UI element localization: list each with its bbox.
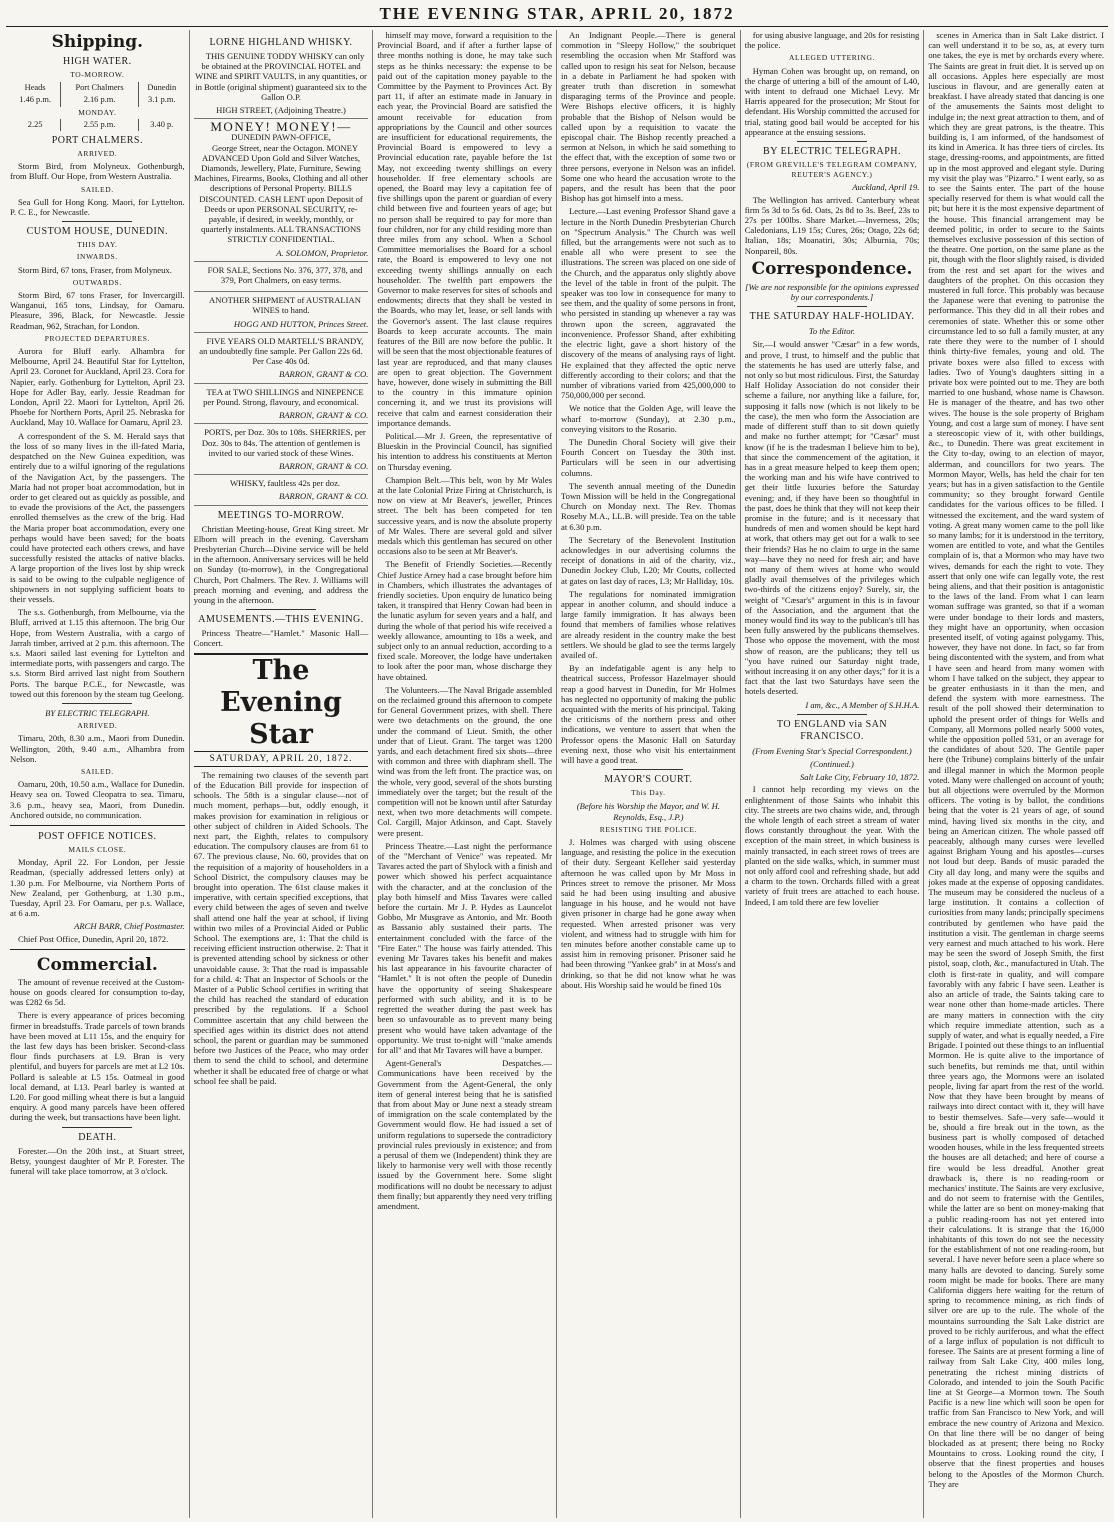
ad-pawn-signature: A. SOLOMON, Proprietor. — [276, 247, 369, 258]
column-2 — [190, 30, 374, 1518]
this-day-label: THIS DAY. — [77, 240, 118, 250]
town-mission-item: The seventh annual meeting of the Dunedin Town Mission will be held in the Congregational Church on Monday next. The Rev. Thomas Roseby M.A., LL.B. will preside. Tea on the table at 6.30 p.m. — [561, 480, 736, 532]
tel-arrived-text: Timaru, 20th, 8.30 a.m., Maori from Dunedin. Wellington, 20th, 9.40 a.m., Alhambra from Nelson. — [10, 733, 185, 764]
column-1 — [6, 30, 190, 1518]
divider — [62, 221, 132, 222]
telegraph-heading: BY ELECTRIC TELEGRAPH. — [45, 707, 150, 718]
sailed-text: Sea Gull for Hong Kong. Maori, for Lyttelton. P. C. E., for Newcastle. — [10, 196, 185, 218]
editorial-text: The remaining two clauses of the seventh part of the Education Bill provide for inspection of schools. The 58th is a singular clause—not of much moment, perhaps—but, oddly enough, it makes provision for examination in religious or other subject of children in Aided Schools. The next part, the Eighth, relates to compulsory education. The compulsory clauses are from 61 to 67. The previous clause, No. 60, provides that on the requisition of a majority of householders in a School District, the compulsory clauses may be brought into operation. The 61st clause makes it imperative, with certain specified exceptions, that every child between the ages of seven and twelve shall attend one half the year at school, if living within two miles of a Provincial Aided or Public School. The exemptions are, 1: That the child is receiving efficient instruction otherwise. 2: That it is prevented attending school by sickness or other unavoidable cause. 3: That the road is impassable for a child. 4: That an Inspector of Schools or the Master of a Public School certifies in writing that the child has reached the standard of education prescribed by the regulations. If a School Committee ascertain that any child between the specified ages within its district does not attend school, the parent or guardian may be summoned before two Justices of the Peace, who may order them to send the child to school, and determine whether it shall be educated free of charge or what school fee shall be paid. — [193, 769, 369, 1086]
column-5 — [741, 30, 925, 1518]
tide-header: Port Chalmers — [61, 82, 139, 94]
uttering-label: ALLEGED UTTERING. — [789, 53, 876, 63]
divider — [797, 306, 867, 307]
tide-cell: 2.16 p.m. — [61, 94, 139, 106]
court-day-label: This Day. — [631, 788, 666, 798]
postmaster-signature: ARCH BARR, Chief Postmaster. — [74, 921, 185, 932]
ad-tea-text: TEA at TWO SHILLINGS and NINEPENCE per Pound. Strong, flavoury, and economical. — [203, 386, 364, 407]
ad-ports-text: PORTS, per Doz. 30s to 108s. SHERRIES, per Doz. 30s to 84s. The attention of gentlemen is invited to our varied stock of these Wines. — [201, 427, 366, 458]
benevolent-item: The Secretary of the Benevolent Institution acknowledges in our advertising columns the receipt of donations in aid of the charity, viz., Dunedin Jockey Club, L20; Mr Coutts, collected at gates on last day of races, L3; Mr Halliday, 10s. — [561, 534, 736, 586]
volunteers-item: The Volunteers.—The Naval Brigade assembled on the reclaimed ground this afternoon to compete for General Government prizes, with shell. There were two detachments on the ground, the one under the command of Lieut. Smith, the other under that of Lieut. Grant. The target was 1200 yards, and each detachment fired six shots—three with common and three with diaphram shell. The wind was from the left front. The practice was, on the whole, very good, several of the shots bursting immediately over the target; but the result of the competition will not be known until after Saturday next, when two more detachments will compete. Col. Cargill, Major Atkinson, and Capt. Stavely were present. — [377, 684, 553, 838]
meetings-heading: MEETINGS TO-MORROW. — [217, 509, 345, 521]
tide-table — [10, 82, 185, 131]
outwards-label: OUTWARDS. — [72, 277, 122, 287]
shipping-news-2: The s.s. Gothenburgh, from Melbourne, via the Bluff, arrived at 1.15 this afternoon. The brig Our Hope, from Western Australia, with a cargo of Jarrah timber, arrived at 2 p.m. this afternoon. The s.s. Maori sailed last evening for Lyttelton and intermediate ports, with passengers and cargo. The s.s. Storm Bird arrived last night from Southern Ports. The barque P.C.E., for Newcastle, was towed out this forenoon by the steam tug Geelong. — [10, 607, 185, 699]
theatre-item: Princess Theatre.—Last night the performance of the "Merchant of Venice" was repeated. Mr Tavares acted the part of Shylock with a finish and power which showed his perfect acquaintance with the character, and at the conclusion of the play both himself and Miss Tavares were called before the curtain. Mr J. P. Hydes as Launcelot Gobbo, Mr Musgrave as Antonio, and Mr. Booth as Bassanio ably sustained their parts. The entertainment concluded with the farce of the "Fire Eater." The house was fairly attended. This evening Mr Tavares takes his benefit and makes his last appearance in his favourite character of "Hamlet." It is not often the people of Dunedin have the opportunity of seeing Shakespeare performed with such ability, and it is to be regretted the weather during the past week has been so unfavourable as to prevent many being present who would have taken advantage of the opportunity. We trust to-night will "make amends for all" and that Mr Tavares will have a bumper. — [377, 840, 553, 1055]
telegraph-heading-2: BY ELECTRIC TELEGRAPH. — [763, 146, 901, 158]
projected-label: PROJECTED DEPARTURES. — [44, 333, 150, 343]
commercial-text: The amount of revenue received at the Custom-house on goods cleared for consumption to-day, was £282 6s 5d. — [10, 976, 185, 1008]
divider — [797, 714, 867, 715]
ad-whisky-2-signature: BARRON, GRANT & CO. — [278, 491, 369, 502]
death-heading: DEATH. — [78, 1131, 117, 1143]
ad-wines-signature: HOGG AND HUTTON, Princes Street. — [233, 318, 369, 329]
divider — [10, 825, 185, 826]
ad-pawn-office — [194, 119, 369, 262]
arrived-text: Storm Bird, from Molyneux. Gothenburgh, from Bluff. Our Hope, from Western Australia. — [10, 161, 185, 182]
column-3 — [373, 30, 557, 1518]
projected-text: Aurora for Bluff early. Alhambra for Melbourne, April 24. Beautiful Star for Lyttelton, April 23. Coronet for Auckland, April 23. Cora for Napier, early. Gothenburg for Lyttelton, April 23. Hope for Adler Bay, early. Jessie Readman for London, April 22. Maori for Lyttelton, April 26. Phoebe for Northern Ports, April 25. Nebraska for Auckland, May 10. Wallace for Oamaru, April 23. — [10, 346, 185, 428]
regulations-item: The regulations for nominated immigration appear in another column, and should induce a large family immigration. It has always been found that members of families whose relatives are already resident in the country make the best settlers. We should be glad to see the terms largely availed of. — [561, 588, 736, 660]
golden-age-item: We notice that the Golden Age, will leave the wharf to-morrow (Sunday), at 2.30 p.m., conveying visitors to the Rosario. — [561, 403, 736, 434]
ad-pawn-sub: DUNEDIN PAWN-OFFICE, — [231, 132, 331, 143]
ad-for-sale-text: FOR SALE, Sections No. 376, 377, 378, and 379, Port Chalmers, on easy terms. — [207, 264, 363, 286]
ad-wines-text: ANOTHER SHIPMENT of AUSTRALIAN WINES to hand. — [209, 295, 361, 316]
ad-wines — [194, 292, 369, 333]
sailed-label: SAILED. — [80, 184, 114, 194]
salt-lake-continued: scenes in America than in Salt Lake district. I can well understand it to be so, as, at every turn one takes, the eye is met by orchards every where. The Saints are great in fruit diet. It is served up on all occasions. Apples here especially are most luscious in flavour, and are generally eaten at breakfast. I have already stated that dancing is one of the amusements the Saints most delight to indulge in; the next great attraction to them, and of which they are great patrons, is the theatre. This building is, I am informed, of the handsomest of its kind in America. It has three tiers of circles. Its stage, dressing-rooms, and appointments, are fitted up in the most approved and elegant style. During my visit the play was "Pizarro." I went early, so as to see the Saints enter. The part of the house specially reserved for them is what would call the pit; but here it is the most expensive department of the house. This financial arrangement may be deemed politic, in order to secure to the Saints themselves exclusive possession of this section of the theatre. One portion, on the same plane as the pit, though with the floor slightly raised, is divided from the rest and set apart for the wives and daughters of the prophet. On this occasion they mustered in full force. This probably was because the Japanese were that evening to patronise the performance. This they did in all their robes and ceremonies of state. Whether this or some other circumstance led to so full a family muster, at any rate there they were to the number of I should think thirty-five females, young and old. The private boxes were also filled to excess with ladies. Two of Young's daughters sitting in a private box were pointed out to me. They are both married to one husband, whose name is Chawson. He is manager of the theatre, and has two other wives. The house is the sole property of Brigham Young, and cost a large sum of money. I have sent a stereoscopic view of it, with other buildings, &c., to Dunedin. There was great excitement in the City to-day, owing to an election of mayor, alderman, and councillors for two years. The Mormon Mayor, Wells, has held the chair for ten years; but has in a given satisfaction to the Gentile community; so they brought forward Gentile candidates for the various offices to be filled. I witnessed the excitement, and the ward system of voting. A great many women came to the poll like so many lambs; for it is understood in the territory, women are entitled to vote, and what the Gentiles complain of is, that a Mormon who may have two wives, demands for each the right to vote. They assert that only one wife can legally vote, the rest being aliens, and that their position is antagonistic to the laws of the land. From what I can learn woman suffrage was granted, so that if a woman were under bondage to their lords and masters, they might have an opportunity, when occasion presented itself, of voting against polygamy. This, however, they have not done. In fact, so far from being discontented with the system, and from what I have seen and heard from many women with whom I have talked on the subject, they appear to be greater enthusiasts in it than the men, and defend the system with more earnestness. The result of the poll showed their determination to uphold the present order of things for Wells and Company, all Mormons polled nearly 5000 votes, while the opposition polled 531, or an average for the candidates of about 520. The Gentile paper here (the Tribune) complains bitterly of the unfair and illegal manner in which the Mormon people voted. Many were challenged on account of youth; but all objections were overruled by the Mormon officers. The voting is by ballot, the conditions being that the voter is 21 years of age, of sound mind, having lived six months in the city, and being an American citizen. The whole passed off peaceably, although many curses were levelled against Brigham Young and his apostles—curses not loud but deep. Bands of music paraded the City all day long, and many were the squibs and jokes made at the expense of opposing candidates. The museum may be considered the nucleus of a large institution. It contains a collection of curiosities from many lands; principally specimens contributed by gentlemen who have paid the institution a visit. The gentleman in charge seems very earnest and much attached to his work. Here may be seen the sword of Joseph Smith, the first pistol, soap, cloth, &c., manufactured in Utah. The cloth is first-rate in quality, and will compare favorably with any fabric I have seen. Leather is also an article of trade, the Saints taking care to wear none other than home-made articles. There are many matters in connection with the city which require immediate attention, such as a supply of water, and what is equally needed, a Fire Brigade. I pointed out these things to an influential Mormon. He is quite alive to the importance of such benefits, but reminds me that, until within three years ago, the Mormons were an isolated people, living far apart from the rest of the world. Now that they have been brought by means of railways into direct contact with it, they will have to bestir themselves. Safe—very safe—would it be, should a fire break out in the town, as the business part is wholly composed of detached wooden houses, while in the less frequented streets the houses are all detached; and here of course a fire would be less dreadful. Another great drawback is, there is no reading-room or mechanics' institute. The Saints are very exclusive, and do not seem to fraternise with the Gentiles, while the latter are so bent on money-making that a public reading-room has not yet entered into their calculations. It is strange that the 16,000 inhabitants of this town do not see the necessity for the establishment of not one reading-room, but several. I have never before seen a place where so many halls are devoted to dancing. Surely some room might be made for books. There are many California diggers here waiting for the return of spring to recommence mining, as rich finds of silver ore are up to the rule. The whole of the mountains surrounding the Salt Lake district are proved to be richly auriferous, and what the effect of a large influx of population is not difficult to foresee. The Saints are at present forming a line of railway from Salt Lake City, 400 miles long, penetrating the richest mining districts of Colorado, and intended to join the South Pacific line at St George—a Mormon town. The South Pacific is a new line which will soon be open for traffic from San Francisco to New York, and will embrace the new country of Arizona and Mexico. On that line there will be no danger of being blockaded as at present; there being no Rocky Mountains to cross. Looking round the city, I observe that the finest properties and houses belong to the Apostles of the Mormon Church. They are — [928, 30, 1105, 1489]
half-holiday-heading: THE SATURDAY HALF-HOLIDAY. — [749, 311, 915, 323]
ad-for-sale — [194, 262, 369, 292]
column-4 — [557, 30, 741, 1518]
editorial-continued: himself may move, forward a requisition to the Provincial Board, and if after a further lapse of three months nothing is done, he may take such steps as he thinks necessary: the expense to be paid out of the capitation money payable to the Committee by the Payment to Provinces Act. By part 11, if after an estimate made in January in each year, the Provincial Board are satisfied the amount receivable for education from appropriations by the Council and other sources are insufficient for educational requirements, the Provincial Board is empowered to levy a Provincial education rate, payable before the 1st May, not exceeding twenty shillings on every householder. If free elementary schools are opened, the Board may levy a capitation fee of five shillings upon the parent or guardian of every child between five and fourteen years of age; but no person shall be required to pay for more than four children, nor for any child residing more than three miles from any school. When a School Committee memorialises the Board for a school rate, the Board is empowered to levy one not exceeding twenty shillings annually on each householder. The twelfth part empowers the Governor to make reserves for sites of schools and endowments; directs that they shall be vested in the Boards, who may let, lease, or sell lands with the Governor's assent. The last clause requires Boards to keep accurate accounts. The main features of the Bill are now before the public. It will be seen that the most objectionable features of last year are reproduced, and that many clauses are open to great objection. The Government have, however, done wisely in submitting the Bill to the country in this immature opinion concerning it, and we trust its provisions will receive that calm and earnest consideration their importance demands. — [377, 30, 553, 428]
commercial-text-2: There is every appearance of prices becoming firmer in breadstuffs. Trade parcels of town brands have been moved at L11 15s, and the enquiry for the last few days has been brisker. Second-class flour finds purchasers at L9. Bran is very plentiful, and buyers for parcels are met at L2 10s. Pollard is saleable at L5 15s. Oatmeal in good local demand, at L13. Pearl barley is wanted at L20. For good milling wheat there is but a languid enquiry. A good many parcels have been offered during the week, but transactions have been light. — [10, 1010, 185, 1123]
ad-whisky — [194, 30, 369, 119]
telegraph-source: (FROM GREVILLE'S TELEGRAM COMPANY, REUTER'S AGENCY.) — [746, 160, 918, 180]
ad-ports — [194, 424, 369, 475]
tel-sailed-label: SAILED. — [80, 766, 114, 776]
high-water-heading: HIGH WATER. — [63, 56, 132, 67]
agent-general-item: Agent-General's Despatches.—Communications have been received by the Government from the Agent-General, the only item of general interest being that he is satisfied that from about May or June next a steady stream of immigration on the scale contemplated by the Government would flow. He had issued a set of uniform regulations to supersede the contradictory provincial rules previously in existence; and from a perusal of them we (Independent) think they are likely to harmonise very well with those recently issued by the Government here. Some slight modifications will no doubt be necessary to adjust them finally; but apparently they need very trifling amendment. — [377, 1058, 553, 1211]
court-before: (Before his Worship the Mayor, and W. H. Reynolds, Esq., J.P.) — [576, 801, 720, 822]
mails-close-label: MAILS CLOSE. — [68, 845, 127, 854]
england-source: (From Evening Star's Special Correspondent.) — [752, 745, 912, 756]
death-notice: Forester.—On the 20th inst., at Stuart street, Betsy, youngest daughter of Mr P. Forester. The funeral will take place tomorrow, at 3 o'clock. — [10, 1145, 185, 1177]
ad-whisky-2 — [194, 475, 369, 505]
lecture-item: Lecture.—Last evening Professor Shand gave a lecture in the North Dunedin Presbyterian Church on "Spectrum Analysis." The Church was well filled, but the arrangements were not such as to enable all who were present to see the illustrations. The screen was placed on one side of the Church, and the apparatus only slightly above the level of the table in front of the pulpit. The speaker was too low in consequence for many to see them, and the quality of some persons in front, who persisted in standing up whenever a ray was thrown upon the screen, aggravated the inconvenience. Professor Shand, after exhibiting the electric light, gave a short history of the discovery of the means of analysing rays of light. He explained that they affected the optic nerve differently according to their colors; and that the number of vibrations varied from 425,000,000 to 750,000,000 per second. — [561, 206, 736, 401]
tide-header: Dunedin — [147, 83, 177, 93]
telegraph-text: The Wellington has arrived. Canterbury wheat firm 5s 3d to 5s 6d. Oats, 2s 8d to 3s. Beef, 23s to 27s per 100lbs. Share Market.—Inverness, 20s; Caledonians, L19 15s; Cures, 26s; Otago, 22s 6d; Italian, 18s; Moanatiri, 30s; Alburnia, 70s; Nonpareil, 80s. — [744, 194, 920, 256]
court-continued: for using abusive language, and 20s for resisting the police. — [744, 30, 920, 51]
post-office-date: Chief Post Office, Dunedin, April 20, 1872. — [18, 933, 169, 944]
outwards-text: Storm Bird, 67 tons Fraser, for Invercargill. Wanganui, 165 tons, Lindsay, for Oamaru. Pleasure, 396, Black, for Newcastle. Jessie Readman, 962, Strachan, for London. — [10, 290, 185, 331]
tide-cell: 2.55 p.m. — [61, 119, 139, 131]
columns — [6, 30, 1108, 1518]
arrived-label: ARRIVED. — [77, 149, 118, 159]
commercial-heading: Commercial. — [36, 954, 158, 975]
inwards-label: INWARDS. — [76, 252, 118, 262]
port-chalmers-heading: PORT CHALMERS. — [51, 135, 143, 147]
not-responsible-note: [We are not responsible for the opinions expressed by our correspondents.] — [745, 281, 919, 303]
ad-pawn-title: MONEY! MONEY!— — [210, 119, 352, 135]
ad-tea — [194, 384, 369, 425]
to-england-heading: TO ENGLAND via SAN FRANCISCO. — [776, 718, 888, 742]
tel-sailed-text: Oamaru, 20th, 10.50 a.m., Wallace for Dunedin. Heavy sea on. Towed Cleopatra to sea. Timaru, 3.6 p.m., heavy sea, Maori, from Dunedin. Anchored outside, no communication. — [10, 779, 185, 820]
ad-whisky-title: LORNE HIGHLAND WHISKY. — [209, 37, 353, 48]
ad-brandy-signature: BARRON, GRANT & CO. — [278, 369, 369, 380]
divider — [797, 141, 867, 142]
ad-ports-signature: BARRON, GRANT & CO. — [278, 460, 369, 471]
divider — [10, 949, 185, 950]
ad-whisky-text: THIS GENUINE TODDY WHISKY can only be obtained at the PROVINCIAL HOTEL and WINE and SPIRIT VAULTS, in any quantities, or in Bottle (original shipment) guaranteed six to the Gallon O.P. — [195, 51, 367, 102]
indignant-people-item: An Indignant People.—There is general commotion in "Sleepy Hollow," the soubriquet resembling the occasion when Mr Stafford was called upon to resign his seat for Nelson, because in a debate in Parliament he had spoken with greater truth than discretion in somewhat disparaging terms of the Province and people. Were Bishops elective officers, it is highly probable that the Bishop of Nelson would be called upon by a requisition to vacate the episcopal chair. The Bishop recently preached a sermon at Nelson, in which he said something to the effect that, with the exception of some two or three persons, everyone in Nelson was an infidel. Some one who heard the accusation wrote to the papers, and the result has been that the poor Bishop has got himself into a mess. — [561, 30, 736, 204]
letter-text: Sir,—I would answer "Cæsar" in a few words, and prove, I trust, to himself and the public that the statements he has used are utterly false, and not only so but most ridiculous. First, the Saturday Half Holiday Association do not consider their scheme a failure, nor anything like a failure, for, supposing it falls now (which is not likely to be the case), the men who form the Association are made of different stuff than to sit down quietly and make no further attempt; for "Cæsar" must know (if he is the tradesman I believe him to be), that since the commencement of the agitation, it has in a great measure helped to keep them open; the working man and his wife have contrived to get their little luxuries before the Saturday evening; and, if they have been so thoughtful in the past, does he think that they will not keep their promise in the future; and is it necessary that hundreds of men and women should be kept hard at work, that others may get out for a walk to see their friends? Has he no claim to urge in the same way—have they no need for fresh air; and have not many of them wives at home who would gladly avail themselves of the privileges which two-thirds of the citizens enjoy? Surely, sir, the weight of "Cæsar's" argument in this is in favour of the Association, and the argument that the money would find its way to the publican's till has been fully answered by the publicans themselves. Those who oppose the movement, with the most show of reason, are the publicans; they tell us "you have ruined our Saturday night trade, without increasing it on any other days;" for it is a fact that the last two Saturdays have seen the hotels deserted. — [744, 339, 920, 697]
uttering-text: Hyman Cohen was brought up, on remand, on the charge of uttering a bill of the amount of L40, with intent to defraud one Michael Levy. Mr Harris appeared for the prosecution; Mr Stout for defendant. His Worship committed the accused for trial, stating good bail would be accepted for his appearance at the ensuing sessions. — [744, 65, 920, 137]
divider — [246, 609, 316, 610]
to-editor-label: To the Editor. — [808, 326, 856, 337]
inwards-text: Storm Bird, 67 tons, Fraser, from Molyneux. — [18, 264, 172, 275]
telegraph-dateline: Auckland, April 19. — [852, 182, 920, 193]
tide-cell: 3.40 p. — [150, 119, 174, 129]
political-item: Political.—Mr J. Green, the representative of Blueskin in the Provincial Council, has signified his intention to address his constituents at Merton on Thursday evening. — [377, 430, 553, 472]
amusements-text: Princess Theatre—"Hamlet." Masonic Hall—Concert. — [193, 628, 369, 649]
monday-label: MONDAY. — [78, 107, 117, 117]
correspondence-heading: Correspondence. — [751, 258, 913, 279]
paper-title: The Evening Star — [194, 653, 369, 752]
ad-pawn-text: George Street, near the Octagon. MONEY ADVANCED Upon Gold and Silver Watches, Diamonds, Jewellery, Plate, Furniture, Sewing Machines, Firearms, Books, Clothing and all other descriptions of Personal Property. BILLS DISCOUNTED. CASH LENT upon Deposit of Deeds or upon PERSONAL SECURITY, re-payable, if desired, in weekly, monthly, or quarterly instalments. ALL TRANSACTIONS STRICTLY CONFIDENTIAL. — [194, 142, 368, 245]
tide-cell: 1.46 p.m. — [10, 94, 61, 106]
indefatigable-item: By an indefatigable agent is any help to theatrical success, Professor Hazelmayer should reap a good harvest in Dunedin, for Mr Holmes has neglected no opportunity of making the public acquainted with the merits of his principal. Taking the criticisms of the northern press and other indications, we venture to assert that when the Professor opens the Masonic Hall on Saturday evening next, those who visit his entertainment will have a good treat. — [561, 663, 736, 766]
ad-tea-signature: BARRON, GRANT & CO. — [278, 410, 369, 421]
court-text: J. Holmes was charged with using obscene language, and resisting the police in the execution of their duty. Sergeant Kelleher said yesterday afternoon he was called upon by Mr Moss in Princes street to remove the prisoner. Mr Moss said he had been using insulting and abusive language in his house, and he would not have given prisoner in charge had he gone away when requested. When arrested prisoner was very violent, and witness had to struggle with him for ten minutes before another constable came up to assist him in removing prisoner. Prisoner said he had been throwing "Yankee grab" in at Moss's and drinking, so that he did not know what he was about. His Worship said he would be fined 10s — [561, 837, 736, 990]
tide-header: Heads — [10, 82, 61, 94]
salt-lake-dateline: Salt Lake City, February 10, 1872. — [800, 772, 920, 783]
tide-cell: 2.25 — [10, 119, 61, 131]
shipping-news: A correspondent of the S. M. Herald says that the loss of so many lives in the ill-fated Maria, despatched on the New Guinea expedition, was entirely due to a wilful ignoring of the regulations of the Navigation Act, by the passengers. The Maria had not proper boat accommodation, but in order to get cleared out as quickly as possible, and to evade the provisions of the Act, the passengers enrolled themselves as the crew of the brig. Had the Maria proper boat accommodation, every one perhaps would have been saved; for the boats could have protected each others crews, and have successfully resisted the attacks of native blacks. A large proportion of the lives lost by ship wreck is said to be owing to the culpable negligence of shipowners in not supplying sufficient boats to their vessels. — [10, 430, 185, 604]
edition-date: SATURDAY, APRIL 20, 1872. — [194, 754, 369, 767]
ad-whisky-2-text: WHISKY, faultless 42s per doz. — [229, 478, 341, 489]
masthead: THE EVENING STAR, APRIL 20, 1872 — [6, 4, 1108, 27]
post-office-heading: POST OFFICE NOTICES. — [38, 831, 157, 842]
amusements-heading: AMUSEMENTS.—THIS EVENING. — [198, 614, 364, 626]
divider — [613, 769, 683, 770]
letter-closing: I am, &c., A Member of S.H.H.A. — [805, 699, 920, 710]
ad-brandy-text: FIVE YEARS OLD MARTELL'S BRANDY, an undoubtedly fine sample. Per Gallon 22s 6d. Per Case 40s 0d. — [199, 335, 364, 367]
divider — [62, 1127, 132, 1128]
choral-society-item: The Dunedin Choral Society will give their Fourth Concert on Tuesday the 30th inst. Particulars will be seen in our advertising columns. — [561, 436, 736, 478]
tide-cell: 3.1 p.m. — [148, 95, 176, 105]
continued-label: (Continued.) — [810, 758, 854, 769]
mayors-court-heading: MAYOR'S COURT. — [604, 774, 693, 786]
champion-belt-item: Champion Belt.—This belt, won by Mr Wales at the late Colonial Prize Firing at Christchurch, is now on view at Mr Beaver's, jeweller, Princes street. The belt has been competed for ten successive years, and is now the absolute property of Mr Wales. There are several gold and silver medals which this gentleman has secured on other occasions also to be seen at Mr Beaver's. — [377, 474, 553, 557]
to-morrow-label: TO-MORROW. — [70, 70, 125, 79]
customs-heading: CUSTOM HOUSE, DUNEDIN. — [26, 226, 169, 238]
england-text: I cannot help recording my views on the enlightenment of those Saints who inhabit this city. The streets are two chains wide, and, through the whole length of each street a stream of water flows constantly throughout the year. With the exception of the main street, in which business is mainly transacted, in each street rows of trees are planted on the side walks, which, in summer must not only afford cool and refreshing shade, but add a charm to the town. Orchards filled with a great variety of fruit trees are attached to each house. Indeed, I am told there are few lovelier — [744, 784, 920, 907]
mails-text: Monday, April 22. For London, per Jessie Readman, (specially addressed letters only) at 1.30 p.m. For Melbourne, via Northern Ports of New Zealand, per Gothenburg, at 1.30 p.m., Tuesday, April 23. For Oamaru, per p.s. Wallace, at 6 a.m. — [10, 857, 185, 919]
column-6 — [924, 30, 1108, 1518]
tel-arrived-label: ARRIVED. — [77, 721, 118, 731]
meetings-text: Christian Meeting-house, Great King street. Mr Elborn will preach in the evening. Caversham Presbyterian Church—Divine service will be held in the afternoon. Anniversary services will be held on Sunday (to-morrow), in the Congregational Church, Port Chalmers. The Rev. J. Williams will preach morning and evening, and address the young in the afternoon. — [193, 523, 369, 605]
resisting-label: RESISTING THE POLICE. — [599, 824, 697, 834]
ad-whisky-address: HIGH STREET, (Adjoining Theatre.) — [216, 105, 346, 116]
ad-brandy — [194, 333, 369, 384]
friendly-societies-item: The Benefit of Friendly Societies.—Recently Chief Justice Arney had a case brought before him in Chambers, which illustrates the advantages of friendly societies. Upon enquiry de lunatico being taken, it transpired that Henry Cowan had been in the lunatic asylum for seven years and a half, and during the whole of that period his wife received a weekly allowance, amounting to 18s a week, and subject only to an annual reduction, according to a fixed scale. Moreover, the lodge have undertaken to look after the poor man, whose discharge they have obtained. — [377, 559, 553, 682]
divider — [62, 703, 132, 704]
shipping-heading: Shipping. — [51, 32, 144, 52]
